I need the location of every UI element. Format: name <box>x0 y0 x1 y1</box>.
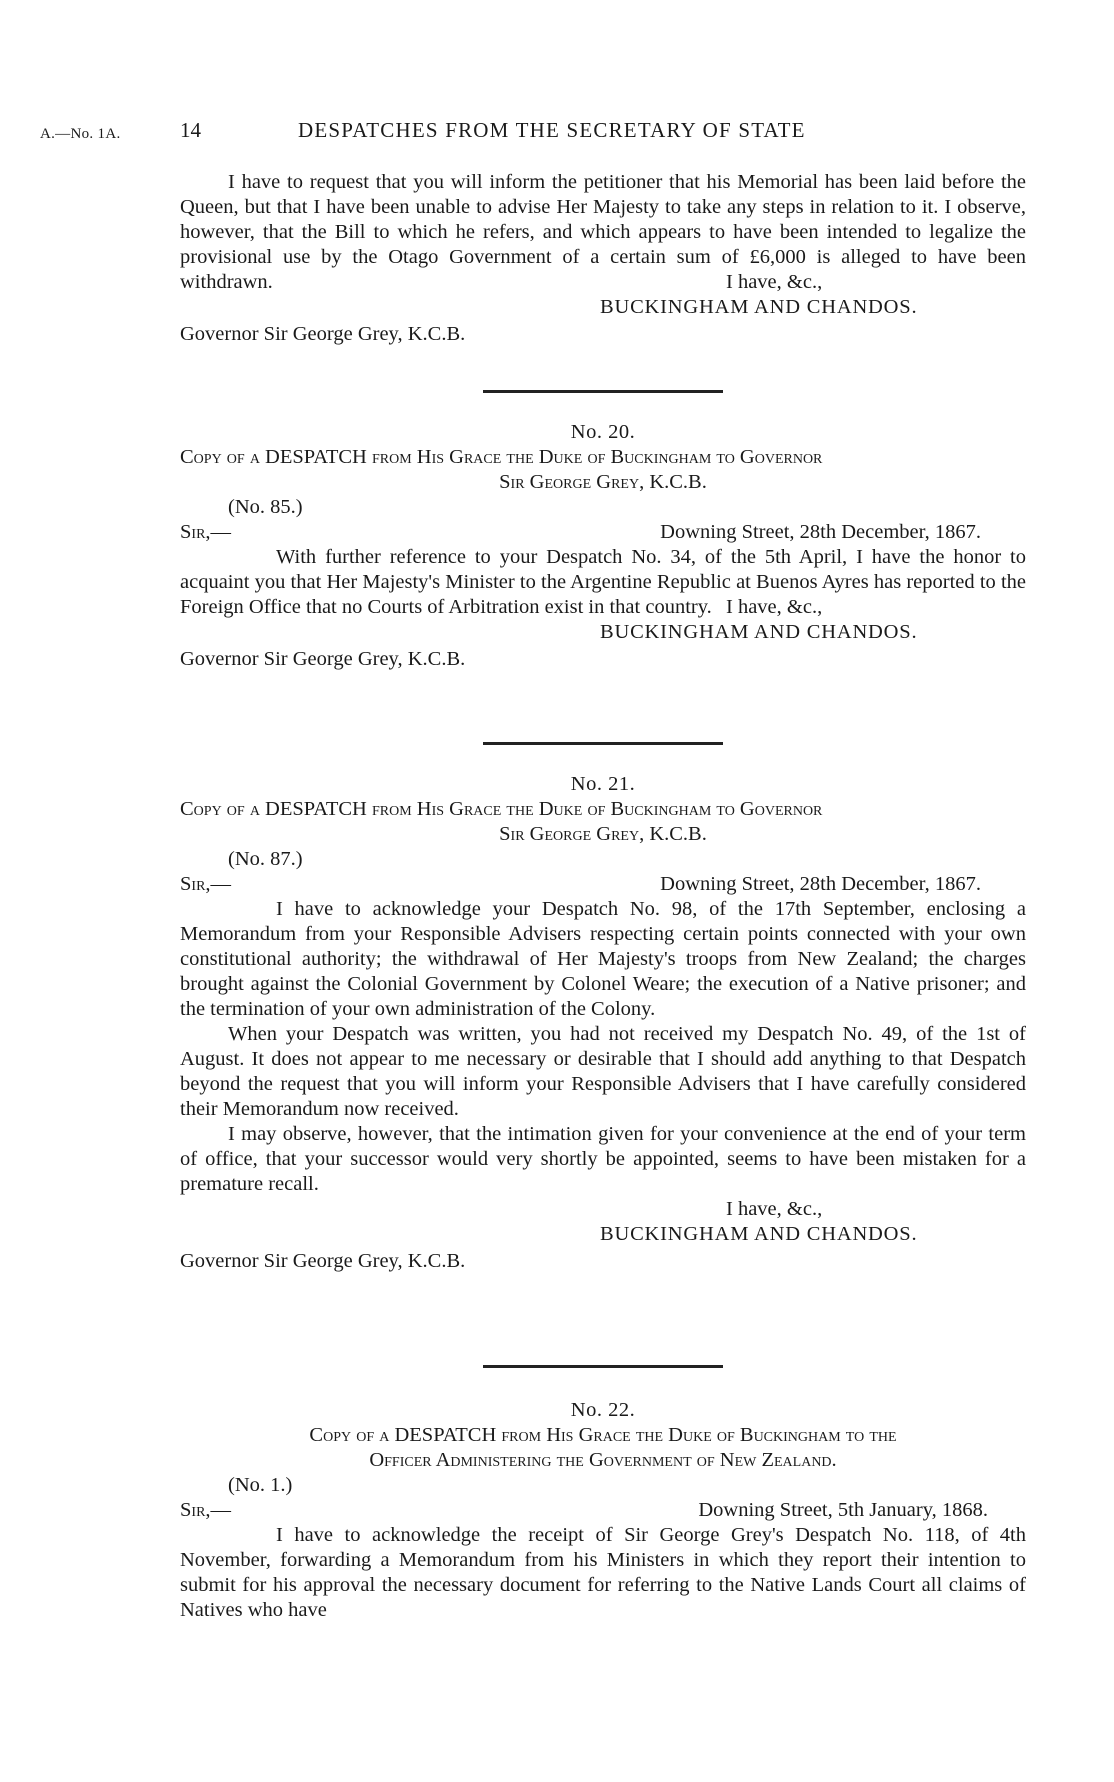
section-divider <box>180 742 1026 745</box>
despatch-addressee: Governor Sir George Grey, K.C.B. <box>180 1250 466 1272</box>
despatch-reference: (No. 87.) <box>228 848 303 870</box>
despatch-paragraph: When your Despatch was written, you had not received my Despatch No. 49, of the 1st of August. It does not appear to me necessary or desirable that I should add anything to that Despatch beyond the request that you will inform your Responsible Advisers that I have carefully considered their Memorandum now received. <box>180 1023 1026 1120</box>
despatch-title-continued: Sir George Grey, K.C.B. <box>499 471 707 493</box>
despatch-paragraph: I have to acknowledge the receipt of Sir George Grey's Despatch No. 118, of 4th November, forwarding a Memorandum from his Ministers in which they report their intention to submit for his approval the necessary document for referring to the Native Lands Court all claims of Natives who have <box>180 1524 1026 1621</box>
intro-paragraph: I have to request that you will inform the petitioner that his Memorial has been laid before the Queen, but that I have been unable to advise Her Majesty to take any steps in relation to it. I observe, however, that the Bill to which he refers, and which appears to have been intended to legalize the provisional use by the Otago Government of a certain sum of £6,000 is alleged to have been withdrawn. <box>180 171 1026 293</box>
despatch-addressee: Governor Sir George Grey, K.C.B. <box>180 648 466 670</box>
intro-section <box>180 170 1026 347</box>
despatch-title-continued: Officer Administering the Government of New Zealand. <box>369 1449 837 1471</box>
despatch-title-continued: Sir George Grey, K.C.B. <box>499 823 707 845</box>
despatch-paragraph: With further reference to your Despatch No. 34, of the 5th April, I have the honor to acquaint you that Her Majesty's Minister to the Argentine Republic at Buenos Ayres has reported to the Foreign Office that no Courts of Arbitration exist in that country. <box>180 546 1026 618</box>
page-header <box>40 118 1040 146</box>
salutation: Sir,— <box>180 873 232 895</box>
despatch-title: Copy of a DESPATCH from His Grace the Duke of Buckingham to the <box>309 1424 897 1446</box>
despatch-reference: (No. 85.) <box>228 496 303 518</box>
intro-addressee: Governor Sir George Grey, K.C.B. <box>180 323 466 345</box>
despatch-20 <box>180 420 1026 672</box>
despatch-paragraph: I have to acknowledge your Despatch No. 98, of the 17th September, enclosing a Memorandum from your Responsible Advisers respecting certain points connected with your own constitutional authority; the withdrawal of Her Majesty's troops from New Zealand; the charges brought against the Colonial Government by Colonel Weare; the execution of a Native prisoner; and the termination of your own administration of the Colony. <box>180 898 1026 1020</box>
intro-closing: I have, &c., <box>726 271 823 293</box>
despatch-closing: I have, &c., <box>726 1198 823 1220</box>
intro-signature: BUCKINGHAM AND CHANDOS. <box>600 296 918 318</box>
divider-line <box>483 390 723 393</box>
despatch-paragraph: I may observe, however, that the intimation given for your convenience at the end of your term of office, that your successor would very shortly be appointed, seems to have been mistaken for a premature recall. <box>180 1123 1026 1195</box>
despatch-title: Copy of a DESPATCH from His Grace the Duke of Buckingham to Governor <box>180 798 823 820</box>
despatch-title: Copy of a DESPATCH from His Grace the Duke of Buckingham to Governor <box>180 446 823 468</box>
salutation: Sir,— <box>180 521 232 543</box>
despatch-signature: BUCKINGHAM AND CHANDOS. <box>600 621 918 643</box>
divider-line <box>483 742 723 745</box>
despatch-22 <box>180 1398 1026 1623</box>
despatch-number: No. 20. <box>570 421 636 443</box>
section-divider <box>180 1365 1026 1368</box>
despatch-number: No. 22. <box>570 1399 636 1421</box>
place-date: Downing Street, 28th December, 1867. <box>660 873 981 895</box>
page-number: 14 <box>180 118 201 142</box>
despatch-reference: (No. 1.) <box>228 1474 293 1496</box>
place-date: Downing Street, 5th January, 1868. <box>698 1499 988 1521</box>
place-date: Downing Street, 28th December, 1867. <box>660 521 981 543</box>
despatch-closing: I have, &c., <box>726 596 823 618</box>
salutation: Sir,— <box>180 1499 232 1521</box>
despatch-21 <box>180 772 1026 1274</box>
section-divider <box>180 390 1026 393</box>
divider-line <box>483 1365 723 1368</box>
document-reference: A.—No. 1A. <box>40 126 121 142</box>
despatch-number: No. 21. <box>570 773 636 795</box>
running-title: DESPATCHES FROM THE SECRETARY OF STATE <box>298 118 806 142</box>
despatch-signature: BUCKINGHAM AND CHANDOS. <box>600 1223 918 1245</box>
